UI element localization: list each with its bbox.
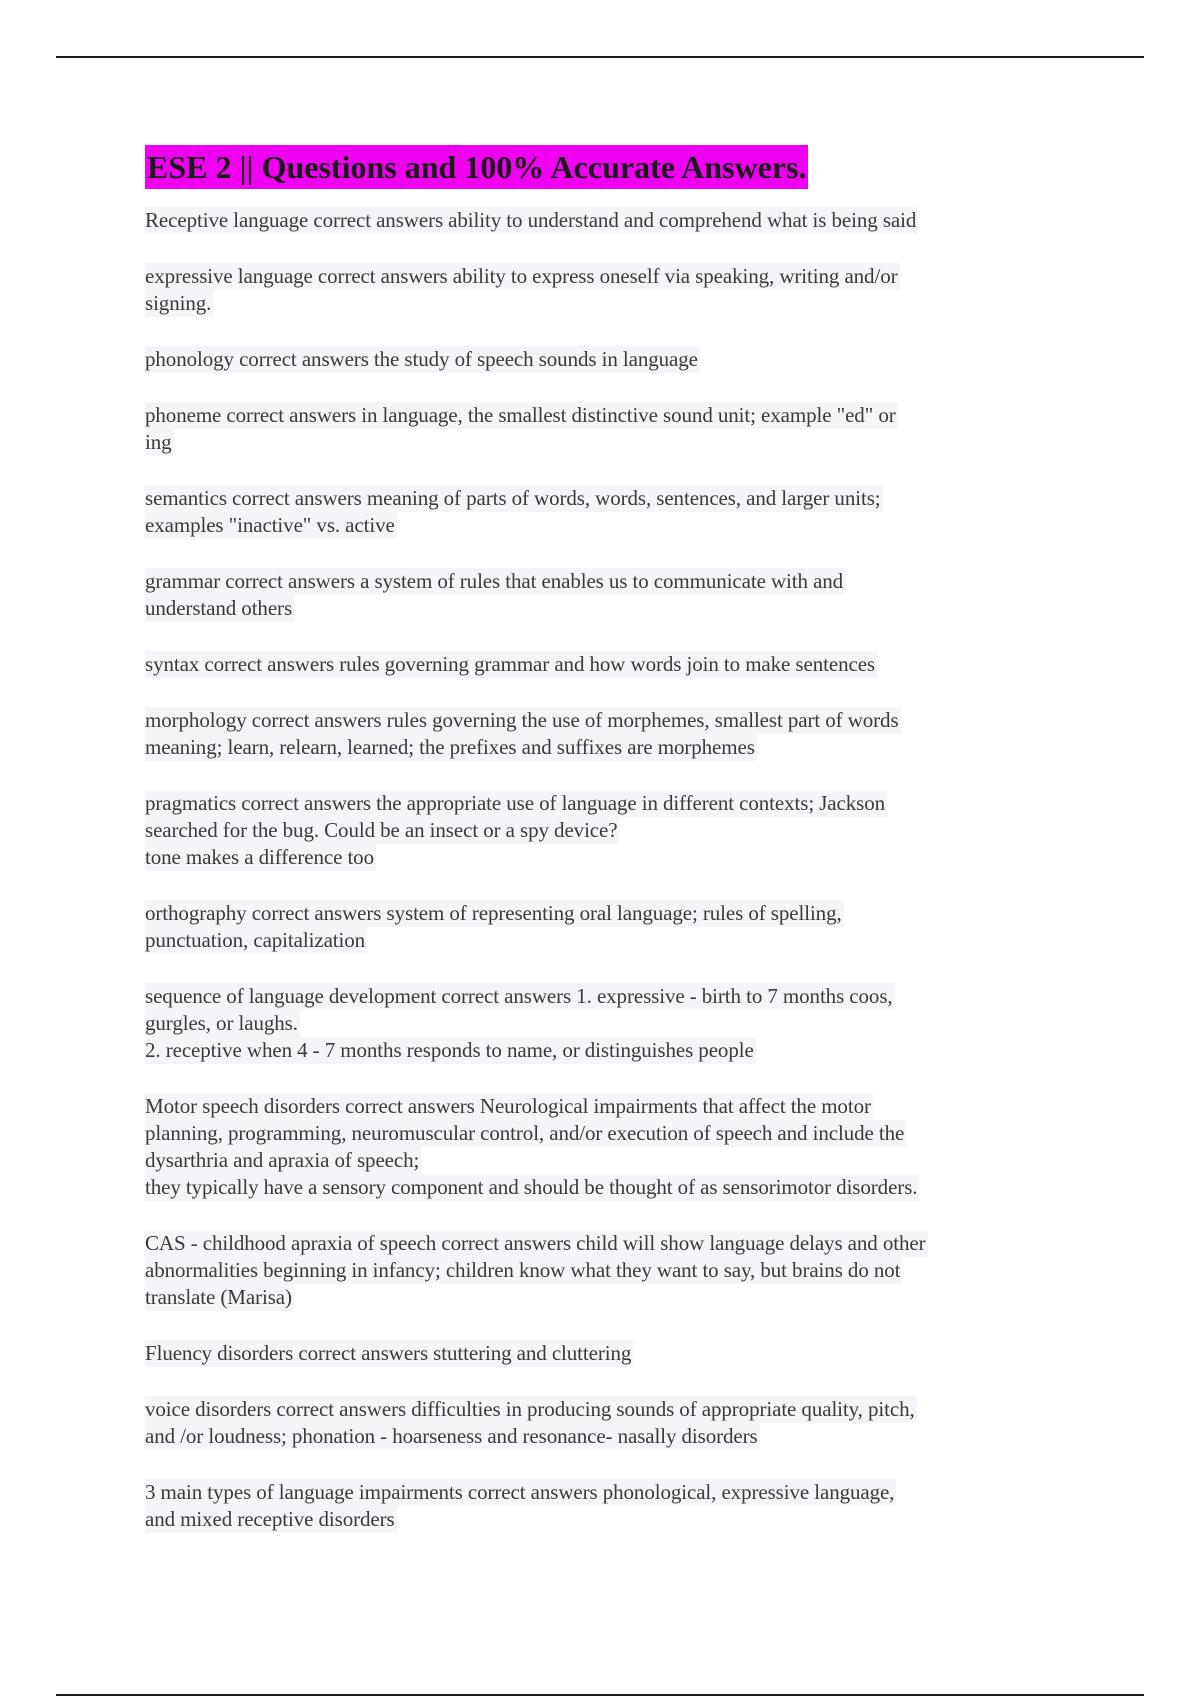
qa-line: CAS - childhood apraxia of speech correct answers child will show language delays and other [145, 1231, 926, 1255]
qa-line: morphology correct answers rules governing the use of morphemes, smallest part of words [145, 708, 899, 732]
qa-item [145, 707, 1075, 761]
qa-item [145, 346, 1075, 373]
qa-line: voice disorders correct answers difficulties in producing sounds of appropriate quality, pitch, [145, 1397, 915, 1421]
qa-line: 2. receptive when 4 - 7 months responds to name, or distinguishes people [145, 1038, 754, 1062]
qa-line: planning, programming, neuromuscular control, and/or execution of speech and include the [145, 1121, 905, 1145]
qa-item [145, 207, 1075, 234]
qa-line: sequence of language development correct answers 1. expressive - birth to 7 months coos, [145, 984, 893, 1008]
qa-line: meaning; learn, relearn, learned; the prefixes and suffixes are morphemes [145, 735, 755, 759]
document-body [145, 145, 1075, 1562]
qa-item [145, 485, 1075, 539]
qa-line: gurgles, or laughs. [145, 1011, 298, 1035]
qa-line: searched for the bug. Could be an insect or a spy device? [145, 818, 618, 842]
top-rule [56, 56, 1144, 58]
qa-line: grammar correct answers a system of rules that enables us to communicate with and [145, 569, 844, 593]
qa-item [145, 263, 1075, 317]
qa-item [145, 568, 1075, 622]
qa-item [145, 1230, 1075, 1311]
qa-line: dysarthria and apraxia of speech; [145, 1148, 420, 1172]
qa-line: abnormalities beginning in infancy; children know what they want to say, but brains do not [145, 1258, 901, 1282]
qa-item [145, 1340, 1075, 1367]
qa-line: and /or loudness; phonation - hoarseness and resonance- nasally disorders [145, 1424, 758, 1448]
qa-line: Fluency disorders correct answers stuttering and cluttering [145, 1341, 632, 1365]
qa-item [145, 651, 1075, 678]
qa-line: understand others [145, 596, 293, 620]
qa-item [145, 402, 1075, 456]
qa-item [145, 1396, 1075, 1450]
qa-line: orthography correct answers system of representing oral language; rules of spelling, [145, 901, 842, 925]
qa-line: Receptive language correct answers ability to understand and comprehend what is being said [145, 208, 917, 232]
qa-line: signing. [145, 291, 212, 315]
qa-line: syntax correct answers rules governing grammar and how words join to make sentences [145, 652, 875, 676]
qa-line: they typically have a sensory component and should be thought of as sensorimotor disorders. [145, 1175, 918, 1199]
qa-line: phonology correct answers the study of speech sounds in language [145, 347, 698, 371]
qa-line: Motor speech disorders correct answers Neurological impairments that affect the motor [145, 1094, 871, 1118]
qa-line: punctuation, capitalization [145, 928, 366, 952]
bottom-rule [56, 1694, 1144, 1696]
qa-line: semantics correct answers meaning of parts of words, words, sentences, and larger units; [145, 486, 881, 510]
qa-line: examples "inactive" vs. active [145, 513, 395, 537]
qa-item [145, 900, 1075, 954]
qa-item [145, 983, 1075, 1064]
qa-list [145, 207, 1075, 1533]
qa-line: pragmatics correct answers the appropriate use of language in different contexts; Jackson [145, 791, 886, 815]
qa-line: ing [145, 430, 172, 454]
qa-item [145, 790, 1075, 871]
qa-item [145, 1093, 1075, 1201]
qa-item [145, 1479, 1075, 1533]
qa-line: translate (Marisa) [145, 1285, 292, 1309]
qa-line: and mixed receptive disorders [145, 1507, 395, 1531]
qa-line: tone makes a difference too [145, 845, 374, 869]
document-title: ESE 2 || Questions and 100% Accurate Answers. [145, 145, 808, 189]
qa-line: expressive language correct answers ability to express oneself via speaking, writing and/or [145, 264, 898, 288]
qa-line: 3 main types of language impairments correct answers phonological, expressive language, [145, 1480, 895, 1504]
qa-line: phoneme correct answers in language, the smallest distinctive sound unit; example "ed" or [145, 403, 896, 427]
